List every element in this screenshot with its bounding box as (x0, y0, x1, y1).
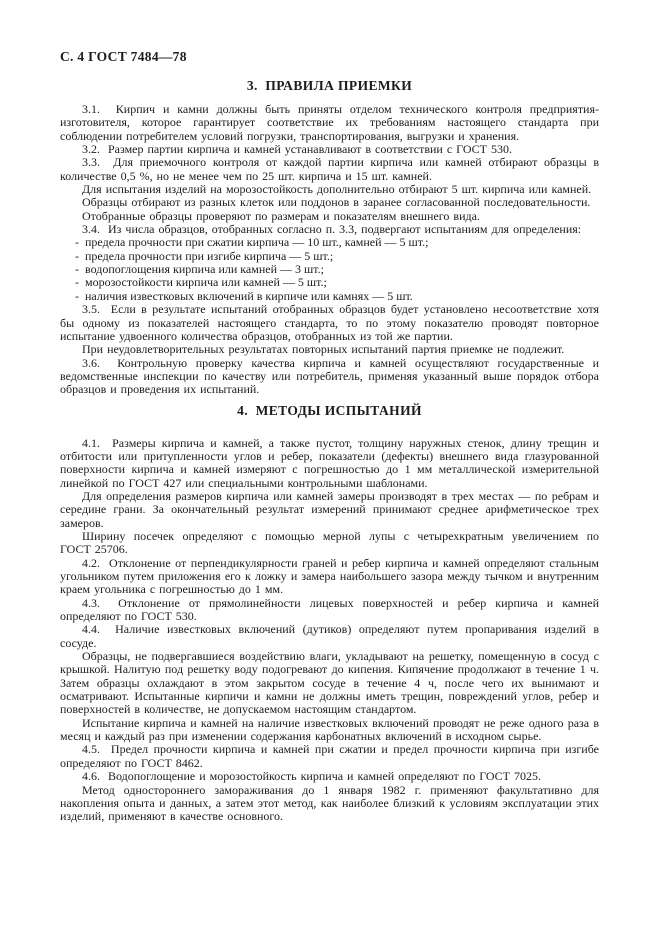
list-item-frost-resistance: - морозостойкости кирпича или камней — 5 шт.; (75, 275, 327, 290)
paragraph-4-4: 4.4. Наличие известковых включений (дутиков) определяют путем пропаривания изделий в сосуде. (60, 622, 599, 650)
paragraph-4-3: 4.3. Отклонение от прямолинейности лицевых поверхностей и ребер кирпича и камней определяют по ГОСТ 530. (60, 595, 599, 624)
paragraph-4-1: 4.1. Размеры кирпича и камней, а также пустот, толщину наружных стенок, длину трещин и отбитости или притупленности углов и ребер, показатели (дефекты) внешнего вида глазурованной поверхности кирпича и камней измеряют с погрешностью до 1 мм металлической измерительной линейкой по ГОСТ 427 или специальными контрольными шаблонами. (60, 435, 599, 490)
list-item-lime-inclusions: - наличия известковых включений в кирпиче или камнях — 5 шт. (75, 288, 413, 303)
paragraph-3-3-cont-1: Для испытания изделий на морозостойкость дополнительно отбирают 5 шт. кирпича или камней. (82, 182, 592, 197)
paragraph-4-6-cont: Метод одностороннего замораживания до 1 января 1982 г. применяют факультативно для накопления опыта и данных, а затем этот метод, как наиболее близкий к условиям эксплуатации этих изделий, применяют в качестве основного. (60, 782, 599, 824)
list-item-compression: - предела прочности при сжатии кирпича — 10 шт., камней — 5 шт.; (75, 235, 429, 250)
paragraph-3-5: 3.5. Если в результате испытаний отобранных образцов будет установлено несоответствие хотя бы одному из показателей настоящего стандарта, то по этому показателю проводят повторное испытание удвоенного количества образцов, отобранных из той же партии. (60, 302, 599, 343)
section-acceptance-rules (60, 78, 599, 397)
paragraph-3-6: 3.6. Контрольную проверку качества кирпича и камней осуществляют государственные и ведомственные инспекции по качеству или потребитель, применяя указанный выше порядок отбора образцов и проведения их испытаний. (60, 355, 599, 397)
paragraph-3-5-cont: При неудовлетворительных результатах повторных испытаний партия приемке не подлежит. (82, 342, 565, 357)
paragraph-4-4-cont-1: Образцы, не подвергавшиеся воздействию влаги, укладывают на решетку, помещенную в сосуд с крышкой. Налитую под решетку воду подогревают до кипения. Кипячение продолжают в течение 1 ч. Затем образцы охлаждают в этом закрытом сосуде в течение 4 ч, после чего их вынимают и осматривают. Испытанные кирпичи и камни не должны иметь трещин, повреждений углов, ребер и поверхностей в количестве, не допускаемом настоящим стандартом. (60, 649, 599, 717)
section-test-methods (60, 403, 599, 824)
paragraph-3-3: 3.3. Для приемочного контроля от каждой партии кирпича или камней отбирают образцы в количестве 0,5 %, но не менее чем по 25 шт. кирпича и 15 шт. камней. (60, 155, 599, 183)
list-item-bending: - предела прочности при изгибе кирпича — 5 шт.; (75, 248, 334, 263)
list-item-water-absorption: - водопоглощения кирпича или камней — 3 шт.; (75, 262, 324, 277)
paragraph-3-3-cont-3: Отобранные образцы проверяют по размерам и показателям внешнего вида. (82, 208, 480, 223)
paragraph-4-1-cont-1: Для определения размеров кирпича или камней замеры производят в трех местах — по ребрам и середине грани. За окончательный результат измерений принимают среднее арифметическое трех замеров. (60, 488, 599, 530)
paragraph-3-4: 3.4. Из числа образцов, отобранных согласно п. 3.3, подвергают испытаниям для определения: (82, 222, 582, 237)
paragraph-4-5: 4.5. Предел прочности кирпича и камней при сжатии и предел прочности кирпича при изгибе определяют по ГОСТ 8462. (60, 742, 599, 770)
page-header: С. 4 ГОСТ 7484—78 (60, 49, 187, 64)
section-heading-methods: 4. МЕТОДЫ ИСПЫТАНИЙ (237, 402, 422, 418)
paragraph-4-2: 4.2. Отклонение от перпендикулярности граней и ребер кирпича и камней определяют стальным угольником путем приложения его к ложку и замера наибольшего зазора между тычком и внутренним краем угольника с погрешностью до 1 мм. (60, 555, 599, 597)
paragraph-3-1: 3.1. Кирпич и камни должны быть приняты отделом технического контроля предприятия-изготовителя, которое гарантирует соответствие их требованиям настоящего стандарта при соблюдении потребителем условий погрузки, транспортирования, выгрузки и хранения. (60, 102, 599, 143)
section-heading-rules: 3. ПРАВИЛА ПРИЕМКИ (246, 78, 413, 93)
paragraph-4-6: 4.6. Водопоглощение и морозостойкость кирпича и камней определяют по ГОСТ 7025. (82, 769, 542, 784)
paragraph-3-2: 3.2. Размер партии кирпича и камней устанавливают в соответствии с ГОСТ 530. (82, 142, 512, 157)
paragraph-4-4-cont-2: Испытание кирпича и камней на наличие известковых включений проводят не реже одного раза в месяц и каждый раз при изменении содержания карбонатных включений в исходном сырье. (60, 715, 599, 744)
paragraph-3-3-cont-2: Образцы отбирают из разных клеток или поддонов в заранее согласованной последовательности. (82, 195, 591, 210)
paragraph-4-1-cont-2: Ширину посечек определяют с помощью мерной лупы с четырехкратным увеличением по ГОСТ 25706. (60, 528, 599, 557)
